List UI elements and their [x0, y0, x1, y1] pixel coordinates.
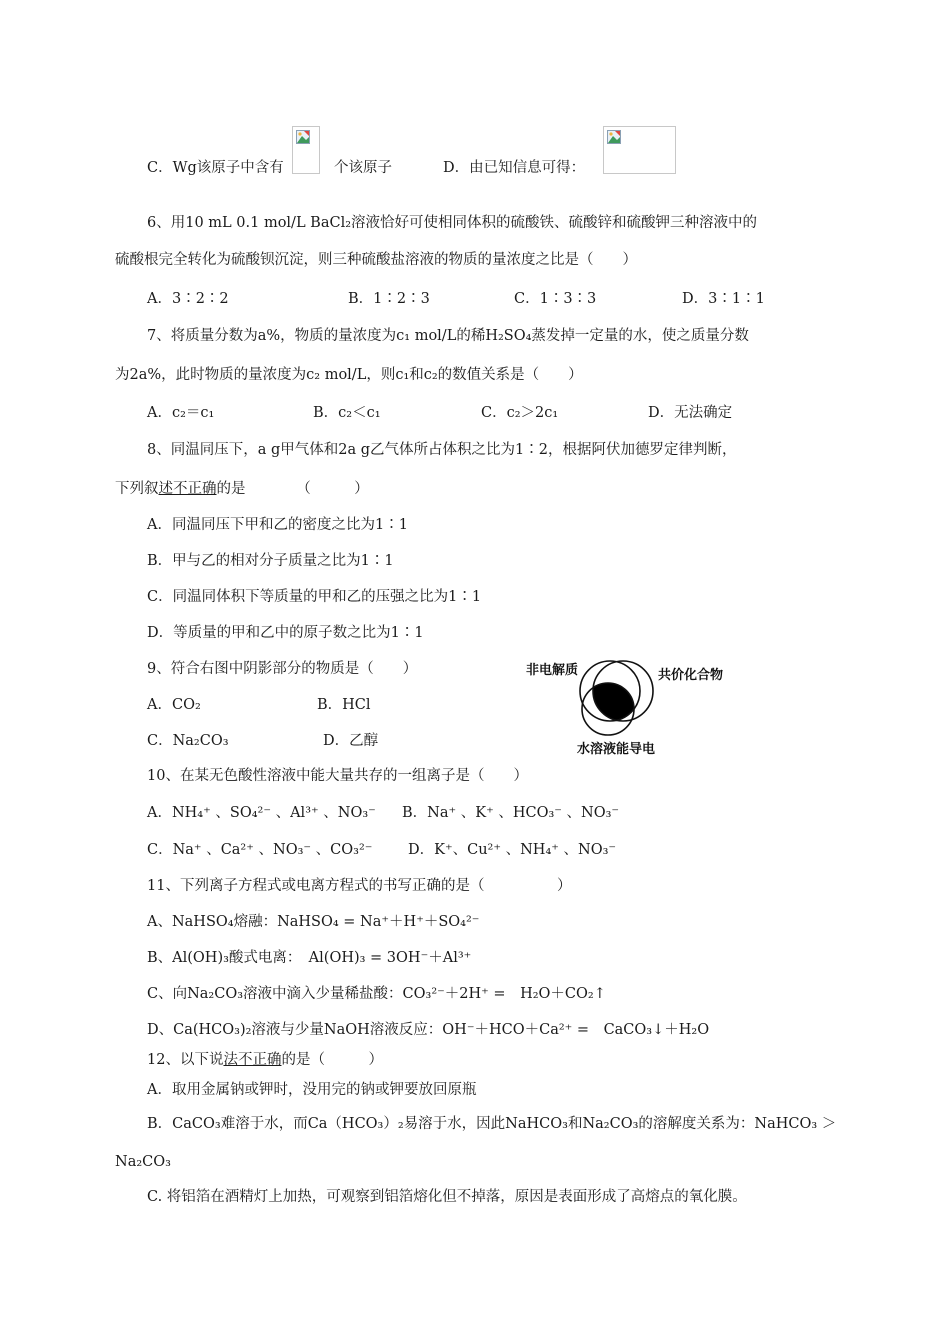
underlined-keyword: 述不正确: [158, 481, 217, 497]
q7-option-c: C．c₂＞2c₁: [481, 405, 559, 421]
q11-option-b: B、Al(OH)₃酸式电离： Al(OH)₃ = 3OH⁻＋Al³⁺: [147, 950, 472, 966]
q10-option-c: C．Na⁺ 、Ca²⁺ 、NO₃⁻ 、CO₃²⁻: [147, 842, 373, 858]
q10-option-a: A．NH₄⁺ 、SO₄²⁻ 、Al³⁺ 、NO₃⁻: [147, 805, 376, 821]
q12-option-b-line2: Na₂CO₃: [115, 1154, 171, 1170]
image-placeholder-icon: [296, 130, 310, 144]
q9-options-row2: [147, 731, 447, 751]
q11-stem: 11、下列离子方程式或电离方程式的书写正确的是（ ）: [147, 878, 572, 894]
q9-option-a: A．CO₂: [147, 697, 201, 713]
q12-stem: 12、以下说法不正确的是（ ）: [147, 1052, 383, 1068]
venn-diagram: [520, 655, 740, 755]
q8-option-d: D．等质量的甲和乙中的原子数之比为1∶1: [147, 625, 424, 641]
q6-option-d: D．3∶1∶1: [682, 291, 765, 307]
q9-option-d: D．乙醇: [323, 733, 379, 749]
q12-option-b-line1: B．CaCO₃难溶于水，而Ca（HCO₃）₂易溶于水，因此NaHCO₃和Na₂CO₃的溶解度关系为：NaHCO₃ ＞: [147, 1116, 837, 1132]
q11-option-a: A、NaHSO₄熔融：NaHSO₄ = Na⁺＋H⁺＋SO₄²⁻: [147, 914, 480, 930]
underlined-keyword: 法不正确: [223, 1052, 282, 1068]
q7-option-a: A．c₂＝c₁: [147, 405, 215, 421]
q7-options: [147, 403, 847, 423]
q5-option-c: C．Wg该原子中含有: [147, 160, 284, 176]
q8-option-a: A．同温同压下甲和乙的密度之比为1∶1: [147, 517, 408, 533]
q8-stem-line2: 下列叙述不正确的是 （ ）: [115, 481, 369, 497]
broken-image-icon: [292, 126, 320, 174]
q9-options-row1: [147, 695, 447, 715]
venn-label-conductive: 水溶液能导电: [577, 742, 656, 757]
q11-option-c: C、向Na₂CO₃溶液中滴入少量稀盐酸：CO₃²⁻＋2H⁺ = H₂O＋CO₂↑: [147, 986, 606, 1002]
venn-label-nonelectrolyte: 非电解质: [526, 663, 579, 678]
q12-option-c: C. 将铝箔在酒精灯上加热，可观察到铝箔熔化但不掉落，原因是表面形成了高熔点的氧化膜。: [147, 1189, 747, 1205]
q5-option-c-tail: 个该原子: [334, 160, 392, 176]
q7-option-b: B．c₂＜c₁: [313, 405, 381, 421]
q6-option-a: A．3∶2∶2: [147, 291, 229, 307]
q5-option-d: D．由已知信息可得：: [443, 160, 586, 176]
q9-stem: 9、符合右图中阴影部分的物质是（ ）: [147, 661, 418, 677]
q8-stem-line1: 8、同温同压下，a g甲气体和2a g乙气体所占体积之比为1∶2，根据阿伏加德罗定律判断，: [147, 442, 737, 458]
q9-option-b: B．HCl: [317, 697, 371, 713]
venn-label-covalent: 共价化合物: [658, 668, 724, 683]
q6-option-b: B．1∶2∶3: [348, 291, 430, 307]
q6-option-c: C．1∶3∶3: [514, 291, 597, 307]
q9-option-c: C．Na₂CO₃: [147, 733, 229, 749]
q6-options: [147, 289, 847, 309]
venn-circles: [520, 655, 740, 755]
q12-option-a: A．取用金属钠或钾时，没用完的钠或钾要放回原瓶: [147, 1082, 477, 1098]
q8-option-b: B．甲与乙的相对分子质量之比为1∶1: [147, 553, 394, 569]
q10-stem: 10、在某无色酸性溶液中能大量共存的一组离子是（ ）: [147, 768, 528, 784]
q7-stem-line1: 7、将质量分数为a%，物质的量浓度为c₁ mol/L的稀H₂SO₄蒸发掉一定量的水，使之质量分数: [147, 328, 749, 344]
q8-option-c: C．同温同体积下等质量的甲和乙的压强之比为1∶1: [147, 589, 482, 605]
q11-option-d: D、Ca(HCO₃)₂溶液与少量NaOH溶液反应：OH⁻＋HCO＋Ca²⁺ = CaCO₃↓＋H₂O: [147, 1022, 710, 1038]
broken-image-icon: [603, 126, 676, 174]
q10-option-d: D．K⁺、Cu²⁺ 、NH₄⁺ 、NO₃⁻: [408, 842, 617, 858]
q6-stem-line2: 硫酸根完全转化为硫酸钡沉淀，则三种硫酸盐溶液的物质的量浓度之比是（ ）: [115, 252, 637, 268]
q10-option-b: B．Na⁺ 、K⁺ 、HCO₃⁻ 、NO₃⁻: [402, 805, 620, 821]
q7-option-d: D．无法确定: [648, 405, 733, 421]
q7-stem-line2: 为2a%，此时物质的量浓度为c₂ mol/L，则c₁和c₂的数值关系是（ ）: [115, 367, 583, 383]
q6-stem-line1: 6、用10 mL 0.1 mol/L BaCl₂溶液恰好可使相同体积的硫酸铁、硫酸锌和硫酸钾三种溶液中的: [147, 215, 758, 231]
image-placeholder-icon: [607, 130, 621, 144]
